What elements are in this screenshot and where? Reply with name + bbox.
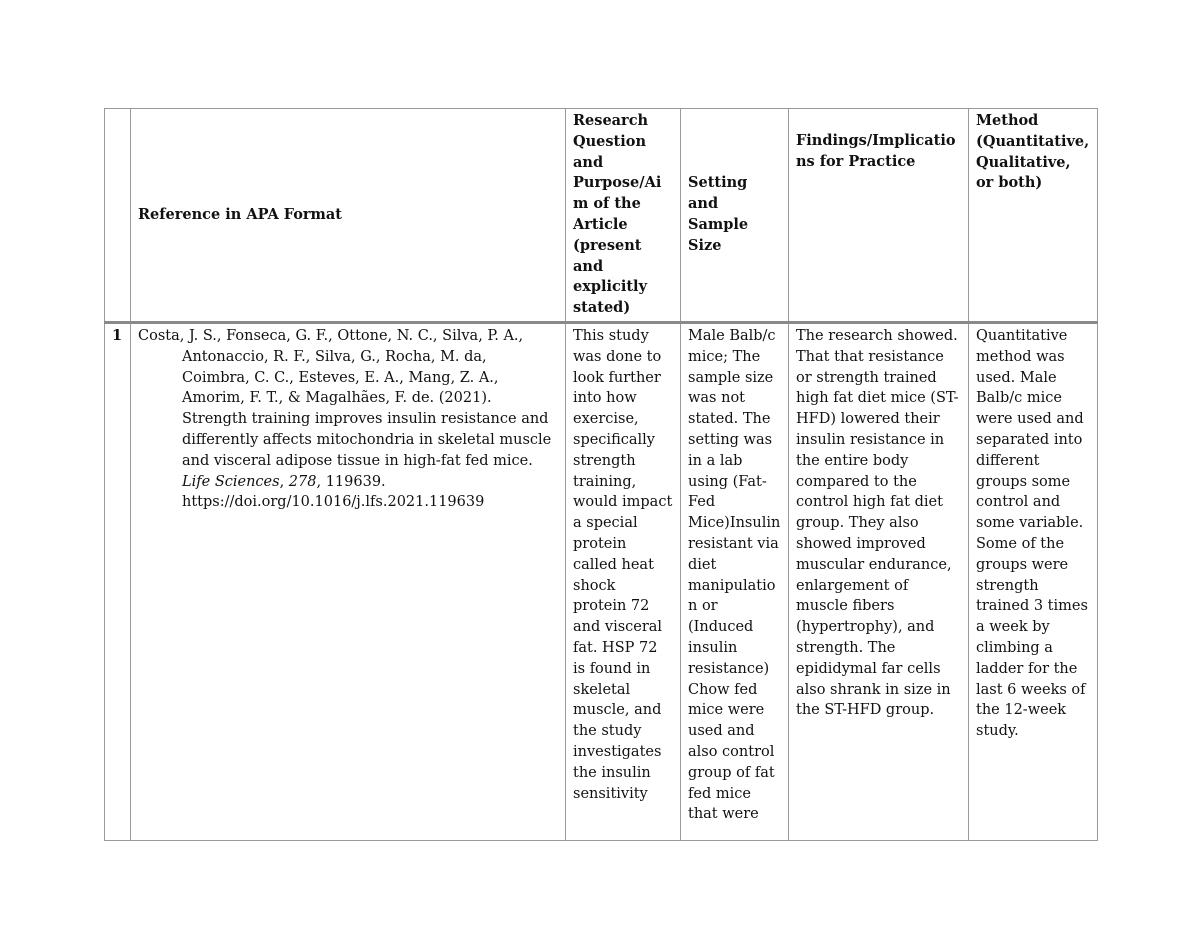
- table-row: [105, 322, 1098, 840]
- citation-journal: Life Sciences: [182, 473, 280, 490]
- citation-volume: 278: [288, 473, 317, 490]
- citation-separator: ,: [279, 473, 289, 490]
- header-number: [105, 109, 131, 323]
- citation-pages: , 119639.: [316, 473, 386, 490]
- citation-authors-title: Costa, J. S., Fonseca, G. F., Ottone, N. C., Silva, P. A., Antonaccio, R. F., Silva, G., Rocha, M. da, Coimbra, C. C., Esteves, E. A., Mang, Z. A., Amorim, F. T., & Magalhães, F. de. (2021). Strength training improves insulin resistance and differently affects mitochondria in skeletal muscle and visceral adipose tissue in high-fat fed mice.: [138, 327, 552, 469]
- research-question-cell: This study was done to look further into how exercise, specifically strength training, would impact a special protein called heat shock protein 72 and visceral fat. HSP 72 is found in skeletal muscle, and the study investigates the insulin sensitivity: [566, 322, 681, 840]
- literature-review-table: [104, 108, 1098, 841]
- reference-cell: [131, 322, 566, 840]
- method-cell: Quantitative method was used. Male Balb/c mice were used and separated into different groups some control and some variable. Some of the groups were strength trained 3 times a week by climbing a ladder for the last 6 weeks of the 12-week study.: [969, 322, 1098, 840]
- findings-cell: The research showed. That that resistance or strength trained high fat diet mice (ST-HFD) lowered their insulin resistance in the entire body compared to the control high fat diet group. They also showed improved muscular endurance, enlargement of muscle fibers (hypertrophy), and strength. The epididymal far cells also shrank in size in the ST-HFD group.: [789, 322, 969, 840]
- table-header-row: [105, 109, 1098, 323]
- header-method: Method (Quantitative, Qualitative, or both): [969, 109, 1098, 323]
- header-research-question: Research Question and Purpose/Aim of the Article (present and explicitly stated): [566, 109, 681, 323]
- citation-doi-link[interactable]: https://doi.org/10.1016/j.lfs.2021.119639: [182, 494, 485, 511]
- row-number: 1: [105, 322, 131, 840]
- header-reference: Reference in APA Format: [131, 109, 566, 323]
- apa-citation: [138, 326, 558, 513]
- setting-cell: Male Balb/c mice; The sample size was not stated. The setting was in a lab using (Fat-Fed Mice)Insulin resistant via diet manipulation or (Induced insulin resistance) Chow fed mice were used and also control group of fat fed mice that were: [681, 322, 789, 840]
- header-setting: Setting and Sample Size: [681, 109, 789, 323]
- header-findings: Findings/Implications for Practice: [789, 109, 969, 323]
